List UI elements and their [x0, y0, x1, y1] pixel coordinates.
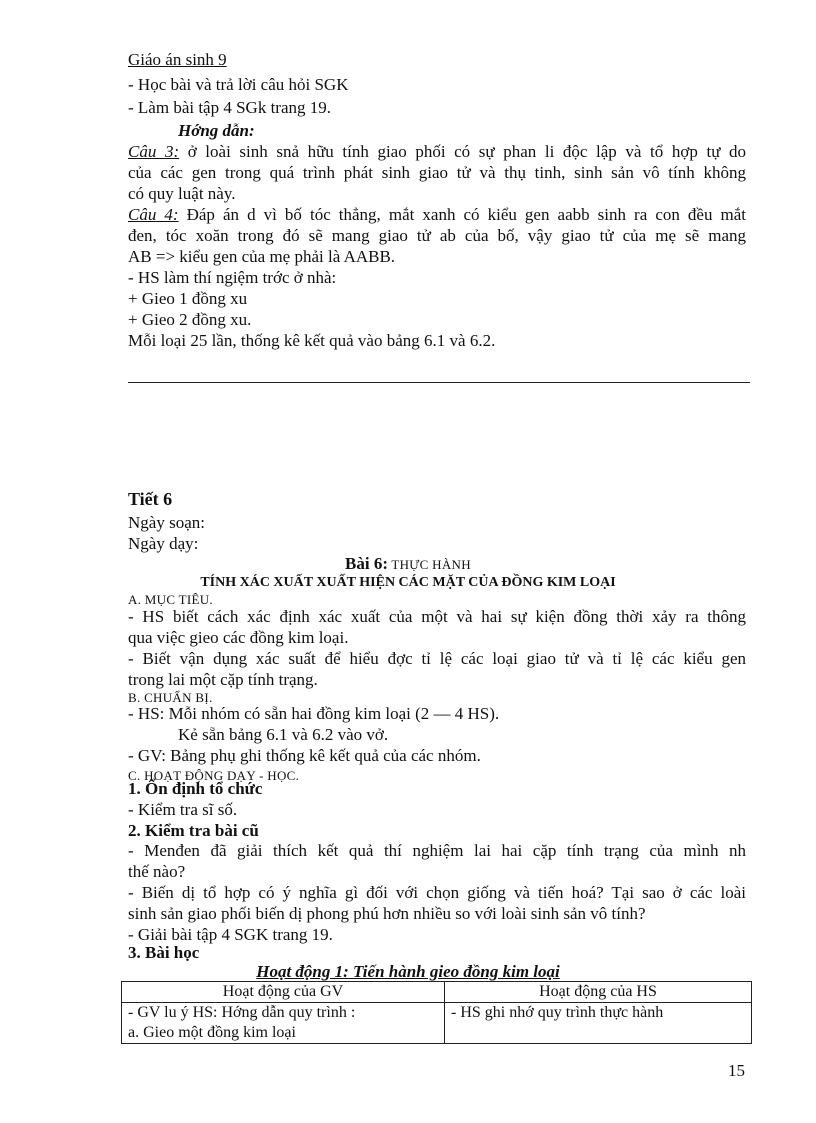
- q4-line-2: đen, tóc xoăn trong đó sẽ mang giao tử ab của bố, vậy giao tử của mẹ sẽ mang: [128, 226, 746, 245]
- q3-text-1: ở loài sinh snả hữu tính giao phối có sự phan li độc lập và tổ hợp tự do: [179, 142, 747, 161]
- table-row: [122, 1003, 752, 1044]
- part2-line-5: - Giải bài tập 4 SGK trang 19.: [128, 925, 333, 944]
- table-cell-gv: [122, 1003, 445, 1044]
- section-c-heading: C. HOẠT ĐỘNG DẠY - HỌC.: [128, 768, 300, 783]
- objective-line-1: - HS biết cách xác định xác xuất của một và hai sự kiện đồng thời xảy ra thông: [128, 607, 746, 626]
- lesson-subtitle: TÍNH XÁC XUẤT XUẤT HIỆN CÁC MẶT CỦA ĐỒNG KIM LOẠI: [200, 575, 616, 590]
- homework-line-2: - Làm bài tập 4 SGk trang 19.: [128, 98, 332, 117]
- guide-heading: Hớng dẫn:: [178, 121, 255, 140]
- part2-line-3: - Biến dị tổ hợp có ý nghĩa gì đối với chọn giống và tiến hoá? Tại sao ở các loài: [128, 883, 746, 902]
- table-header-hs: Hoạt động của HS: [445, 982, 752, 1003]
- q4-line-3: AB => kiểu gen của mẹ phải là AABB.: [128, 247, 396, 266]
- q4-line-1: [128, 204, 746, 225]
- homework-line-1: - Học bài và trả lời câu hỏi SGK: [128, 75, 349, 94]
- table-header-row: [122, 982, 752, 1003]
- section-divider: [128, 382, 750, 383]
- lesson-title-bold: Bài 6:: [345, 554, 389, 573]
- q3-line-1: [128, 141, 746, 162]
- activity-label: Hoạt động 1:: [256, 962, 349, 981]
- prep-line-2: Kẻ sẵn bảng 6.1 và 6.2 vào vở.: [178, 725, 389, 744]
- objective-line-4: trong lai một cặp tính trạng.: [128, 670, 318, 689]
- table-cell-hs: [445, 1003, 752, 1044]
- activity-title: Tiến hành gieo đồng kim loại: [348, 962, 560, 981]
- experiment-line-4: Mỗi loại 25 lần, thống kê kết quả vào bảng 6.1 và 6.2.: [128, 331, 496, 350]
- activity-table: [121, 981, 752, 1044]
- prep-line-1: - HS: Mỗi nhóm có sẵn hai đồng kim loại (2 — 4 HS).: [128, 704, 500, 723]
- prep-line-3: - GV: Bảng phụ ghi thống kê kết quả của các nhóm.: [128, 746, 481, 765]
- section-b-heading: B. CHUẨN BỊ.: [128, 690, 213, 705]
- document-header: Giáo án sinh 9: [128, 50, 227, 69]
- q4-label: Câu 4:: [128, 205, 179, 224]
- experiment-line-2: + Gieo 1 đồng xu: [128, 289, 248, 308]
- experiment-line-3: + Gieo 2 đồng xu.: [128, 310, 252, 329]
- part2-title: 2. Kiểm tra bài cũ: [128, 821, 259, 840]
- part2-line-1: - Menđen đã giải thích kết quả thí nghiệm lai hai cặp tính trạng của mình nh: [128, 841, 746, 860]
- part1-title: 1. Ổn định tổ chức: [128, 779, 263, 798]
- part2-line-2: thế nào?: [128, 862, 186, 881]
- teach-date: Ngày dạy:: [128, 534, 199, 553]
- q3-line-2: của các gen trong quá trình phát sinh giao tử và thụ tinh, sinh sản vô tính không: [128, 163, 746, 182]
- table-header-gv: Hoạt động của GV: [122, 982, 445, 1003]
- gv-line-2: a. Gieo một đồng kim loại: [128, 1024, 296, 1041]
- section-a-heading: A. MỤC TIÊU.: [128, 592, 213, 607]
- objective-line-3: - Biết vận dụng xác suất để hiểu đợc tỉ lệ các loại giao tử và tỉ lệ các kiểu gen: [128, 649, 746, 668]
- prep-date: Ngày soạn:: [128, 513, 205, 532]
- q3-label: Câu 3:: [128, 142, 180, 161]
- hs-line-1: - HS ghi nhớ quy trình thực hành: [451, 1004, 664, 1021]
- experiment-line-1: - HS làm thí ngiệm trớc ở nhà:: [128, 268, 337, 287]
- period-heading: Tiết 6: [128, 489, 173, 509]
- activity-heading: [0, 961, 816, 982]
- q3-line-3: có quy luật này.: [128, 184, 236, 203]
- q4-text-1: Đáp án d vì bố tóc thẳng, mắt xanh có kiểu gen aabb sinh ra con đều mắt: [178, 205, 747, 224]
- objective-line-2: qua việc gieo các đồng kim loại.: [128, 628, 349, 647]
- lesson-title-small: THỰC HÀNH: [388, 557, 471, 572]
- part1-text: - Kiểm tra sĩ số.: [128, 800, 238, 819]
- part3-title: 3. Bài học: [128, 943, 200, 962]
- page-number: 15: [728, 1061, 745, 1080]
- part2-line-4: sinh sản giao phối biến dị phong phú hơn nhiều so với loài sinh sản vô tính?: [128, 904, 646, 923]
- gv-line-1: - GV lu ý HS: Hớng dẫn quy trình :: [128, 1004, 356, 1021]
